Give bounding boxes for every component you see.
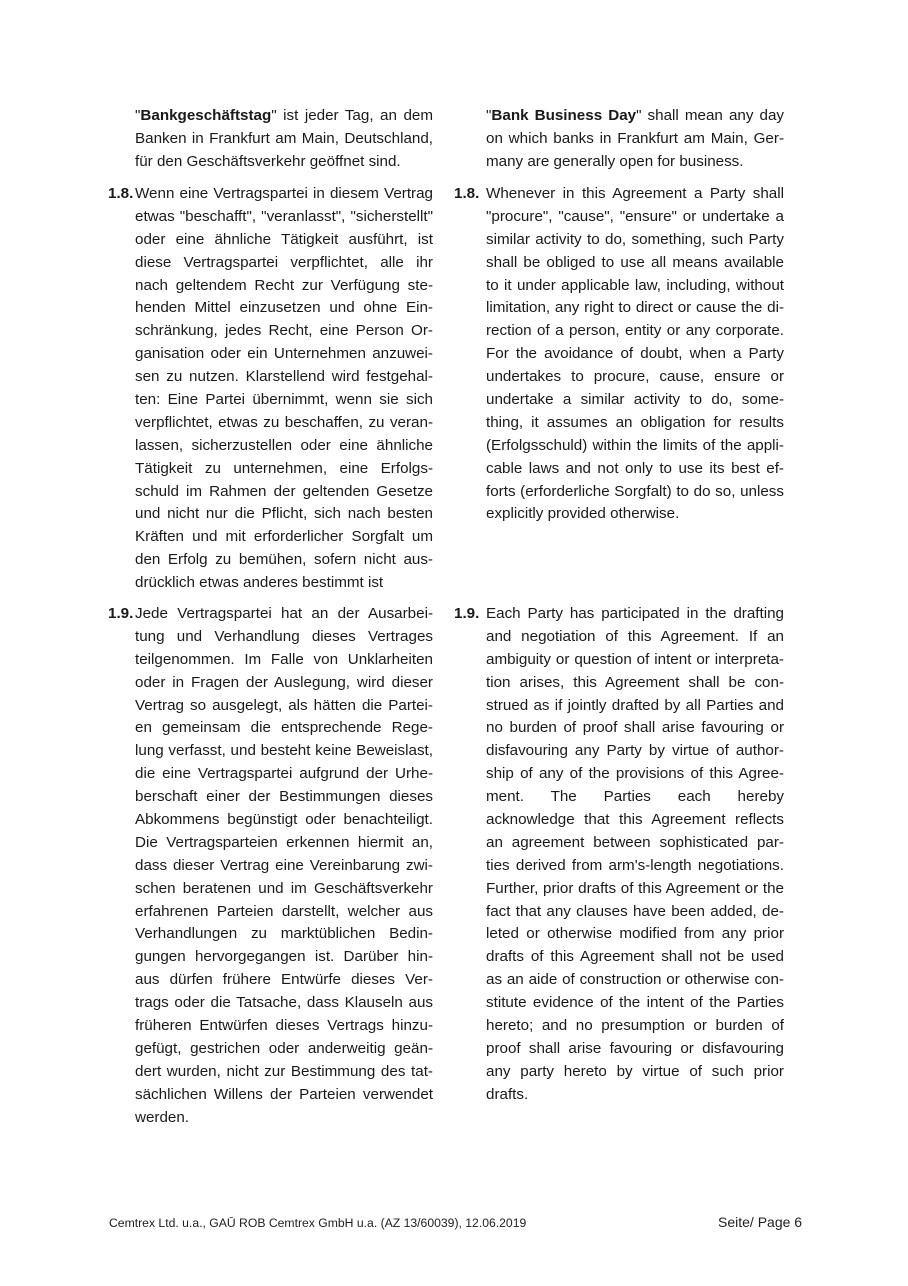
clause-line: früheren Entwürfen dieses Vertrags hinzu-	[135, 1017, 433, 1035]
clause-line: ambiguity or question of intent or interpreta-	[486, 650, 784, 668]
clause-line: (Erfolgsschuld) within the limits of the appli-	[486, 436, 784, 454]
clause-line: Verhandlungen zu marktüblichen Bedin-	[135, 925, 433, 943]
clause-line: to it under applicable law, including, without	[486, 276, 784, 294]
clause-line: stitute evidence of the intent of the Parties	[486, 994, 784, 1012]
clause-1-8-en	[486, 183, 784, 526]
clause-line: die eine Vertragspartei aufgrund der Urhe-	[135, 765, 433, 783]
definition-en	[486, 105, 784, 174]
clause-line: dass dieser Vertrag eine Vereinbarung zwi-	[135, 856, 433, 874]
defined-term-en: Bank Business Day	[491, 107, 637, 124]
clause-line: oder in Fragen der Auslegung, wird dieser	[135, 673, 433, 691]
clause-line: verpflichtet, etwas zu beschaffen, zu veran-	[135, 413, 433, 431]
clause-line: en gemeinsam die entsprechende Rege-	[135, 719, 433, 737]
clause-line: explicitly provided otherwise.	[486, 505, 680, 523]
clause-line: aus dürfen frühere Entwürfe dieses Ver-	[135, 971, 433, 989]
clause-line: rection of a person, entity or any corporate.	[486, 322, 784, 340]
definition-de	[135, 105, 433, 174]
clause-line: limitation, any right to direct or cause the di-	[486, 299, 784, 317]
clause-line: werden.	[135, 1108, 190, 1126]
quote: "	[135, 107, 141, 124]
clause-line: no burden of proof shall arise favouring or	[486, 719, 784, 737]
clause-line: ment. The Parties each hereby	[486, 788, 784, 806]
clause-line: erfahrenen Parteien darstellt, welcher aus	[135, 902, 433, 920]
footer-reference: Cemtrex Ltd. u.a., GAŪ ROB Cemtrex GmbH u.a. (AZ 13/60039), 12.06.2019	[109, 1216, 527, 1230]
clause-line: diese Vertragspartei verpflichtet, alle ihr	[135, 253, 433, 271]
definition-de-line-0	[135, 105, 433, 128]
clause-line: ten: Eine Partei übernimmt, wenn sie sich	[135, 391, 433, 409]
clause-line: trags oder die Tatsache, dass Klauseln aus	[135, 994, 433, 1012]
clause-line: drafts of this Agreement shall not be used	[486, 948, 784, 966]
definition-text: " shall mean any day	[636, 107, 784, 124]
clause-line: ganisation oder ein Unternehmen anzuwei-	[135, 345, 433, 363]
clause-line: oder eine ähnliche Tätigkeit ausführt, ist	[135, 230, 433, 248]
clause-line: tion arises, this Agreement shall be con-	[486, 673, 784, 691]
definition-en-line-2: many are generally open for business.	[486, 152, 744, 170]
clause-line: ship of any of the provisions of this Agree-	[486, 765, 784, 783]
clause-line: Kräften und mit erforderlicher Sorgfalt um	[135, 528, 433, 546]
definition-de-line-2: für den Geschäftsverkehr geöffnet sind.	[135, 152, 401, 170]
clause-line: undertake a similar activity to do, some-	[486, 391, 784, 409]
clause-line: nach geltendem Recht zur Verfügung ste-	[135, 276, 433, 294]
defined-term-de: Bankgeschäftstag	[140, 107, 272, 124]
clause-line: ties derived from arm's-length negotiations.	[486, 856, 784, 874]
clause-line: drafts.	[486, 1085, 529, 1103]
clause-line: henden Mittel einzusetzen und ohne Ein-	[135, 299, 433, 317]
clause-line: acknowledge that this Agreement reflects	[486, 811, 784, 829]
clause-line: cable laws and not only to use its best ef-	[486, 459, 784, 477]
clause-line: drücklich etwas anderes bestimmt ist	[135, 574, 384, 592]
clause-line: Each Party has participated in the drafting	[486, 605, 784, 622]
clause-line: undertakes to procure, cause, ensure or	[486, 368, 784, 386]
clause-line: sen zu nutzen. Klarstellend wird festgehal-	[135, 368, 433, 386]
clause-line: teilgenommen. Im Falle von Unklarheiten	[135, 650, 433, 668]
definition-de-line-1: Banken in Frankfurt am Main, Deutschland,	[135, 129, 433, 147]
clause-line: forts (erforderliche Sorgfalt) to do so, unless	[486, 482, 784, 500]
clause-1-8-de	[135, 183, 433, 595]
clause-line: Tätigkeit zu unternehmen, eine Erfolgs-	[135, 459, 433, 477]
clause-line: hereto; and no presumption or burden of	[486, 1017, 784, 1035]
clause-line: Further, prior drafts of this Agreement or the	[486, 879, 784, 897]
definition-en-line-0	[486, 105, 784, 128]
clause-line: schränkung, jedes Recht, eine Person Or-	[135, 322, 433, 340]
clause-line: "procure", "cause", "ensure" or undertake a	[486, 207, 784, 225]
clause-number-en: 1.9.	[454, 605, 480, 622]
clause-line: disfavouring any Party by virtue of author-	[486, 742, 784, 760]
clause-number-de: 1.8.	[108, 185, 134, 202]
clause-line: dert wurden, nicht zur Bestimmung des tat-	[135, 1062, 433, 1080]
clause-line: lassen, sicherzustellen oder eine ähnliche	[135, 436, 433, 454]
clause-line: Whenever in this Agreement a Party shall	[486, 185, 784, 202]
definition-text: " ist jeder Tag, an dem	[271, 107, 433, 124]
clause-line: schuld im Rahmen der geltenden Gesetze	[135, 482, 433, 500]
clause-line: etwas "beschafft", "veranlasst", "sicherstellt"	[135, 207, 433, 225]
clause-line: an agreement between sophisticated par-	[486, 833, 784, 851]
definition-en-line-1: on which banks in Frankfurt am Main, Ger-	[486, 129, 784, 147]
clause-line: Die Vertragsparteien erkennen hiermit an,	[135, 833, 433, 851]
page-number: Seite/ Page 6	[718, 1214, 803, 1230]
clause-line: proof shall arise favouring or disfavouring	[486, 1039, 784, 1057]
clause-line: fact that any clauses have been added, de-	[486, 902, 784, 920]
clause-line: lung verfasst, und besteht keine Beweislast,	[135, 742, 433, 760]
clause-line: schen beratenen und im Geschäftsverkehr	[135, 879, 433, 897]
clause-line: Jede Vertragspartei hat an der Ausarbei-	[135, 605, 433, 622]
clause-line: Vertrag so ausgelegt, als hätten die Partei-	[135, 696, 433, 714]
clause-line: strued as if jointly drafted by all Parties and	[486, 696, 784, 714]
clause-line: any party hereto by virtue of such prior	[486, 1062, 784, 1080]
clause-1-9-de	[135, 603, 433, 1129]
clause-number-de: 1.9.	[108, 605, 134, 622]
clause-line: berschaft einer der Bestimmungen dieses	[135, 788, 433, 806]
clause-line: und nicht nur die Pflicht, sich nach besten	[135, 505, 433, 523]
clause-1-9-en	[486, 603, 784, 1107]
clause-line: sächlichen Willens der Parteien verwendet	[135, 1085, 433, 1103]
clause-line: tung und Verhandlung dieses Vertrages	[135, 627, 433, 645]
clause-line: and negotiation of this Agreement. If an	[486, 627, 784, 645]
clause-line: For the avoidance of doubt, when a Party	[486, 345, 784, 363]
clause-line: thing, it assumes an obligation for results	[486, 413, 784, 431]
clause-line: similar activity to do, something, such Party	[486, 230, 784, 248]
clause-line: shall be obliged to use all means available	[486, 253, 784, 271]
clause-line: leted or otherwise modified from any prior	[486, 925, 784, 943]
clause-line: Abkommens begünstigt oder benachteiligt.	[135, 811, 433, 829]
clause-line: Wenn eine Vertragspartei in diesem Vertrag	[135, 185, 433, 202]
clause-line: gefügt, gestrichen oder anderweitig geän-	[135, 1039, 433, 1057]
clause-number-en: 1.8.	[454, 185, 480, 202]
clause-line: den Erfolg zu bemühen, sofern nicht aus-	[135, 551, 433, 569]
clause-line: gungen hervorgegangen ist. Darüber hin-	[135, 948, 433, 966]
clause-line: as an aide of construction or otherwise con-	[486, 971, 784, 989]
quote: "	[486, 107, 492, 124]
